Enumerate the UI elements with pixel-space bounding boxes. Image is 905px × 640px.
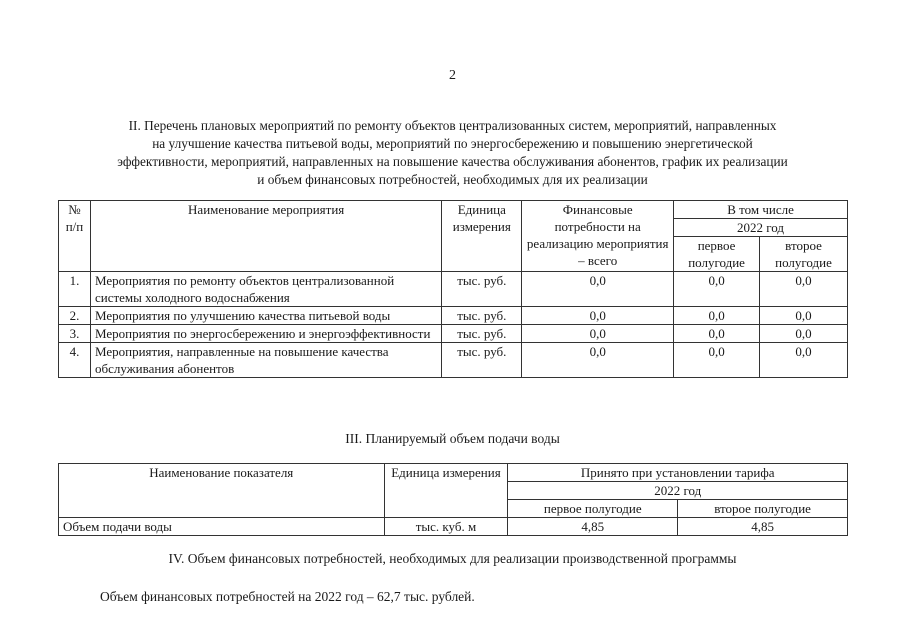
row-first-half: 4,85	[508, 518, 678, 536]
row-first-half: 0,0	[674, 325, 760, 343]
row-num: 2.	[59, 307, 91, 325]
row-second-half: 0,0	[760, 343, 848, 378]
header-first-half: первое полугодие	[508, 500, 678, 518]
row-second-half: 4,85	[678, 518, 848, 536]
row-unit: тыс. руб.	[442, 325, 522, 343]
measures-table	[58, 200, 848, 378]
table-row	[59, 272, 848, 307]
row-first-half: 0,0	[674, 307, 760, 325]
header-first-half: первое полугодие	[674, 237, 760, 272]
table-row	[59, 307, 848, 325]
row-second-half: 0,0	[760, 325, 848, 343]
row-num: 4.	[59, 343, 91, 378]
row-num: 1.	[59, 272, 91, 307]
header-including: В том числе	[674, 201, 848, 219]
row-total: 0,0	[522, 272, 674, 307]
row-name: Объем подачи воды	[59, 518, 385, 536]
table-row	[59, 518, 848, 536]
row-unit: тыс. руб.	[442, 343, 522, 378]
row-total: 0,0	[522, 343, 674, 378]
header-name: Наименование мероприятия	[90, 201, 441, 272]
header-num: № п/п	[59, 201, 91, 272]
section-3-title: III. Планируемый объем подачи воды	[345, 431, 560, 446]
table-header-row	[59, 464, 848, 482]
section-2-title	[50, 117, 855, 189]
header-second-half: второе полугодие	[678, 500, 848, 518]
row-second-half: 0,0	[760, 307, 848, 325]
page-number: 2	[449, 68, 456, 83]
section-4-title: IV. Объем финансовых потребностей, необходимых для реализации производственной программы	[168, 551, 737, 566]
header-year: 2022 год	[508, 482, 848, 500]
row-unit: тыс. руб.	[442, 272, 522, 307]
header-unit: Единица измерения	[384, 464, 508, 518]
section-2-title-line: II. Перечень плановых мероприятий по ремонту объектов централизованных систем, мероприятий, направленных	[128, 118, 777, 133]
section-2-title-line: эффективности, мероприятий, направленных на повышение качества обслуживания абонентов, график их реализации	[117, 154, 788, 169]
row-total: 0,0	[522, 325, 674, 343]
header-year: 2022 год	[674, 219, 848, 237]
section-2-title-line: на улучшение качества питьевой воды, мероприятий по энергосбережению и повышению энергетической	[152, 136, 753, 151]
table-header-row	[59, 201, 848, 219]
header-accepted: Принято при установлении тарифа	[508, 464, 848, 482]
row-second-half: 0,0	[760, 272, 848, 307]
header-indicator: Наименование показателя	[59, 464, 385, 518]
row-unit: тыс. куб. м	[384, 518, 508, 536]
financial-summary: Объем финансовых потребностей на 2022 год – 62,7 тыс. рублей.	[100, 589, 475, 604]
row-name: Мероприятия по ремонту объектов централизованной системы холодного водоснабжения	[90, 272, 441, 307]
row-name: Мероприятия по улучшению качества питьевой воды	[90, 307, 441, 325]
row-unit: тыс. руб.	[442, 307, 522, 325]
row-first-half: 0,0	[674, 343, 760, 378]
table-row	[59, 325, 848, 343]
water-supply-table	[58, 463, 848, 536]
row-num: 3.	[59, 325, 91, 343]
table-row	[59, 343, 848, 378]
row-name: Мероприятия, направленные на повышение качества обслуживания абонентов	[90, 343, 441, 378]
row-total: 0,0	[522, 307, 674, 325]
row-first-half: 0,0	[674, 272, 760, 307]
header-fin-total: Финансовые потребности на реализацию мероприятия – всего	[522, 201, 674, 272]
section-2-title-line: и объем финансовых потребностей, необходимых для их реализации	[257, 172, 648, 187]
header-second-half: второе полугодие	[760, 237, 848, 272]
row-name: Мероприятия по энергосбережению и энергоэффективности	[90, 325, 441, 343]
header-unit: Единица измерения	[442, 201, 522, 272]
